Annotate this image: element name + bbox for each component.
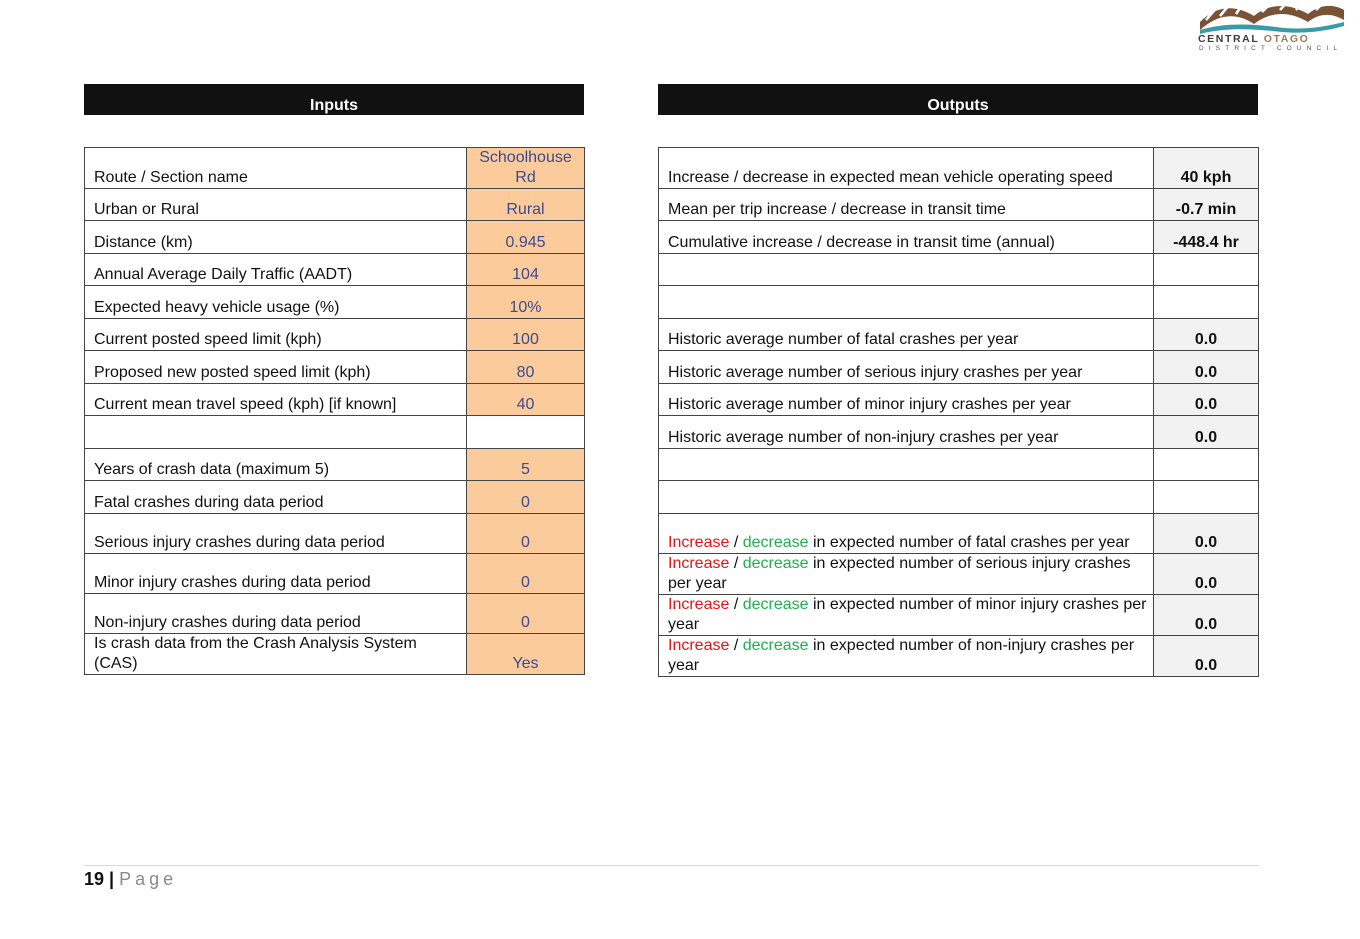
input-value[interactable]: Schoolhouse Rd — [467, 148, 585, 189]
increase-word: Increase — [668, 534, 730, 551]
footer-divider — [84, 865, 1259, 866]
output-value — [1154, 481, 1259, 514]
table-row — [85, 634, 585, 675]
page-footer — [84, 869, 177, 890]
input-value[interactable]: 100 — [467, 319, 585, 351]
output-label — [659, 254, 1154, 286]
input-label: Annual Average Daily Traffic (AADT) — [85, 254, 467, 286]
input-value[interactable]: 40 — [467, 384, 585, 416]
input-label: Current mean travel speed (kph) [if known] — [85, 384, 467, 416]
slash: / — [729, 596, 743, 613]
decrease-word: decrease — [742, 596, 809, 613]
table-row — [85, 319, 585, 351]
input-value[interactable]: 0 — [467, 594, 585, 634]
slash: / — [729, 637, 743, 654]
slash: / — [729, 555, 743, 572]
table-row — [85, 384, 585, 416]
input-label: Non-injury crashes during data period — [85, 594, 467, 634]
output-value: -0.7 min — [1154, 189, 1259, 221]
inputs-header: Inputs — [84, 84, 584, 115]
table-row — [659, 416, 1259, 449]
table-row — [85, 286, 585, 319]
logo-wordmark: CENTRAL OTAGO — [1198, 33, 1310, 45]
increase-word: Increase — [668, 637, 730, 654]
inputs-table — [84, 147, 585, 675]
input-label: Minor injury crashes during data period — [85, 554, 467, 594]
table-row — [659, 148, 1259, 189]
input-value[interactable]: 104 — [467, 254, 585, 286]
table-row — [659, 189, 1259, 221]
input-value[interactable]: 0 — [467, 481, 585, 514]
output-label — [659, 449, 1154, 481]
outputs-table — [658, 147, 1259, 677]
decrease-word: decrease — [742, 637, 809, 654]
output-value: 0.0 — [1154, 384, 1259, 416]
logo-subtitle: DISTRICT COUNCIL — [1199, 45, 1343, 52]
output-label-text: in expected number of fatal crashes per year — [808, 534, 1130, 551]
table-row — [85, 189, 585, 221]
table-row — [85, 554, 585, 594]
output-value: 0.0 — [1154, 416, 1259, 449]
output-label: Historic average number of minor injury crashes per year — [659, 384, 1154, 416]
increase-word: Increase — [668, 555, 730, 572]
output-value — [1154, 254, 1259, 286]
output-label — [659, 595, 1154, 636]
input-label: Is crash data from the Crash Analysis System (CAS) — [85, 634, 467, 675]
output-label-text: in expected number of serious injury crashes per year — [668, 555, 1131, 592]
output-value: 40 kph — [1154, 148, 1259, 189]
table-row — [85, 416, 585, 449]
input-value — [467, 416, 585, 449]
increase-word: Increase — [668, 596, 730, 613]
output-label: Historic average number of fatal crashes per year — [659, 319, 1154, 351]
input-value[interactable]: 80 — [467, 351, 585, 384]
output-label — [659, 481, 1154, 514]
output-label-text: in expected number of minor injury crashes per year — [668, 596, 1147, 633]
input-value[interactable]: Yes — [467, 634, 585, 675]
table-row — [85, 351, 585, 384]
table-row — [659, 449, 1259, 481]
input-label: Urban or Rural — [85, 189, 467, 221]
input-label: Route / Section name — [85, 148, 467, 189]
table-row — [659, 636, 1259, 677]
table-row — [85, 148, 585, 189]
input-label: Expected heavy vehicle usage (%) — [85, 286, 467, 319]
table-row — [85, 481, 585, 514]
decrease-word: decrease — [742, 534, 809, 551]
output-value: 0.0 — [1154, 636, 1259, 677]
table-row — [85, 221, 585, 254]
output-value: -448.4 hr — [1154, 221, 1259, 254]
output-label: Increase / decrease in expected mean vehicle operating speed — [659, 148, 1154, 189]
input-label: Fatal crashes during data period — [85, 481, 467, 514]
input-label — [85, 416, 467, 449]
table-row — [659, 595, 1259, 636]
output-value — [1154, 449, 1259, 481]
footer-separator: | — [104, 869, 120, 889]
table-row — [659, 254, 1259, 286]
output-label: Mean per trip increase / decrease in transit time — [659, 189, 1154, 221]
output-label — [659, 636, 1154, 677]
table-row — [659, 554, 1259, 595]
output-label: Historic average number of serious injury crashes per year — [659, 351, 1154, 384]
table-row — [85, 449, 585, 481]
input-value[interactable]: Rural — [467, 189, 585, 221]
output-label — [659, 286, 1154, 319]
table-row — [659, 481, 1259, 514]
slash: / — [729, 534, 743, 551]
output-value — [1154, 286, 1259, 319]
input-value[interactable]: 0 — [467, 514, 585, 554]
table-row — [85, 254, 585, 286]
input-label: Current posted speed limit (kph) — [85, 319, 467, 351]
table-row — [659, 286, 1259, 319]
table-row — [85, 594, 585, 634]
input-value[interactable]: 0 — [467, 554, 585, 594]
output-value: 0.0 — [1154, 554, 1259, 595]
input-label: Proposed new posted speed limit (kph) — [85, 351, 467, 384]
output-value: 0.0 — [1154, 319, 1259, 351]
output-value: 0.0 — [1154, 351, 1259, 384]
table-row — [85, 514, 585, 554]
page-word: Page — [119, 869, 178, 889]
input-label: Distance (km) — [85, 221, 467, 254]
decrease-word: decrease — [742, 555, 809, 572]
output-label-text: in expected number of non-injury crashes per year — [668, 637, 1135, 674]
output-label — [659, 514, 1154, 554]
output-label: Historic average number of non-injury crashes per year — [659, 416, 1154, 449]
page-number: 19 — [84, 869, 105, 889]
table-row — [659, 514, 1259, 554]
table-row — [659, 384, 1259, 416]
table-row — [659, 221, 1259, 254]
output-value: 0.0 — [1154, 595, 1259, 636]
input-value[interactable]: 5 — [467, 449, 585, 481]
output-label: Cumulative increase / decrease in transit time (annual) — [659, 221, 1154, 254]
input-value[interactable]: 10% — [467, 286, 585, 319]
outputs-header: Outputs — [658, 84, 1258, 115]
input-value[interactable]: 0.945 — [467, 221, 585, 254]
input-label: Years of crash data (maximum 5) — [85, 449, 467, 481]
output-value: 0.0 — [1154, 514, 1259, 554]
table-row — [659, 319, 1259, 351]
output-label — [659, 554, 1154, 595]
table-row — [659, 351, 1259, 384]
input-label: Serious injury crashes during data period — [85, 514, 467, 554]
